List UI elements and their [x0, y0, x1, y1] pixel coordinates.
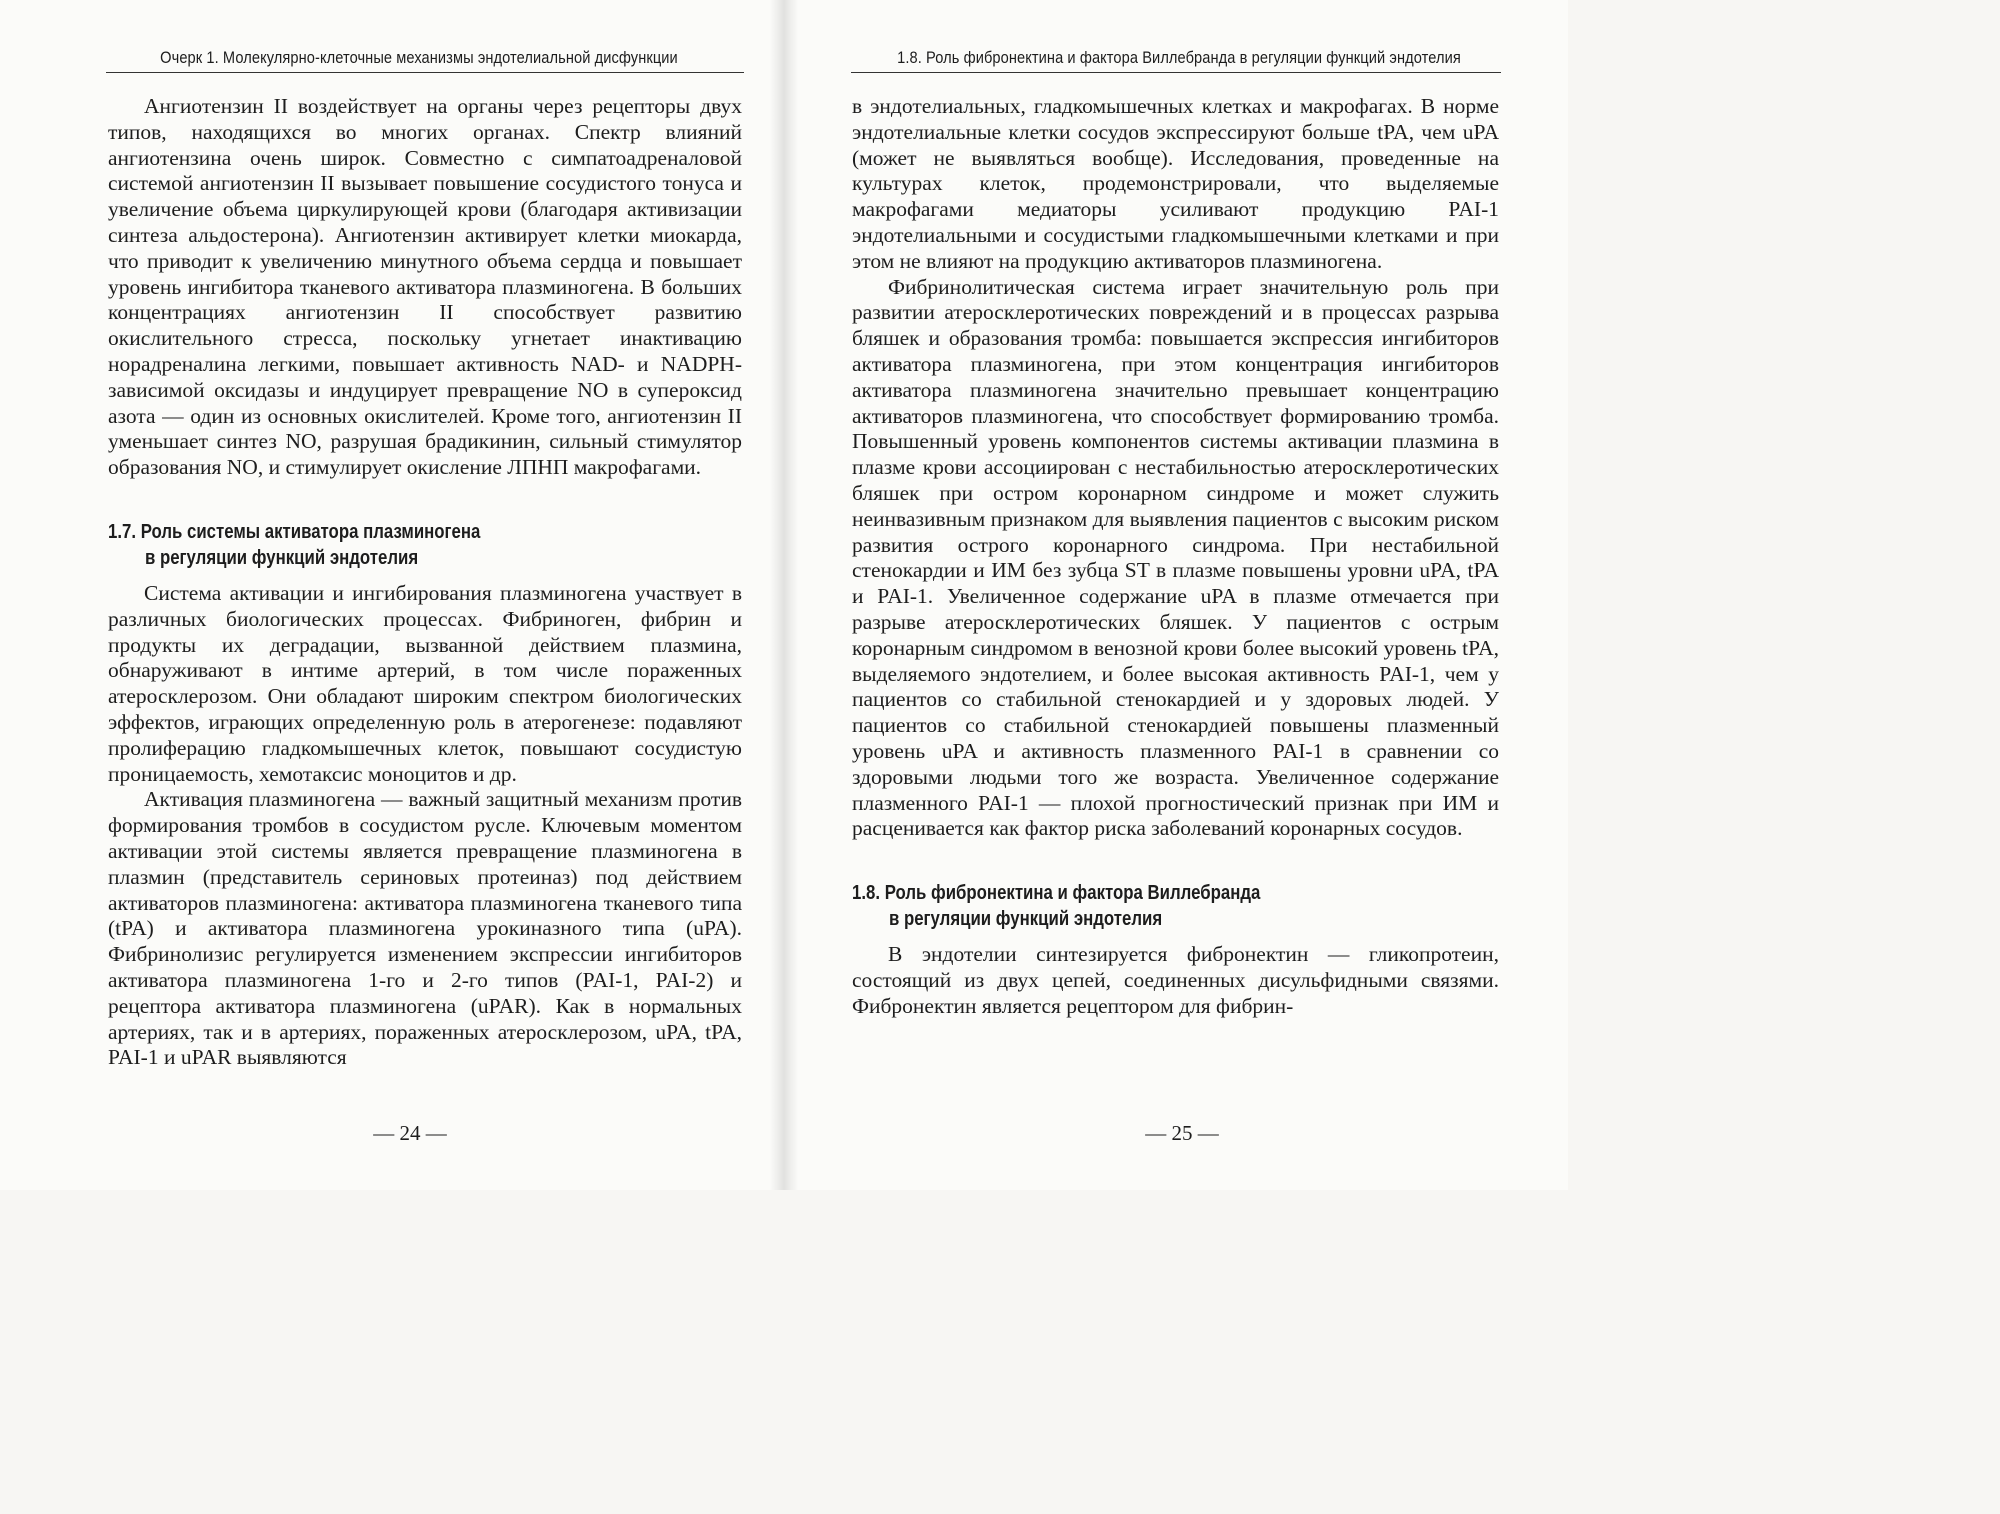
header-rule: [851, 72, 1501, 73]
section-heading-line2: в регуляции функций эндотелия: [144, 546, 419, 569]
left-page: [0, 0, 784, 1190]
page-number: — 24 —: [373, 1121, 447, 1145]
paragraph: Система активации и ингибирования плазминогена участвует в различных биологических процессах. Фибриноген, фибрин и продукты их деградации, вызванной действием плазмина, обнаруживают в интиме артерий, в том числе пораженных атеросклерозом. Они обладают широким спектром биологических эффектов, играющих определенную роль в атерогенезе: подавляют пролиферацию гладкомышечных клеток, повышают сосудистую проницаемость, хемотаксис моноцитов и др.: [108, 580, 742, 786]
section-heading-line1: 1.8. Роль фибронектина и фактора Виллебранда: [852, 882, 1261, 905]
section-heading-line2: в регуляции функций эндотелия: [888, 908, 1163, 931]
book-gutter: [770, 0, 798, 1190]
paragraph: Ангиотензин II воздействует на органы через рецепторы двух типов, находящихся во многих органах. Спектр влияний ангиотензина очень широк. Совместно с симпатоадреналовой системой ангиотензин II вызывает повышение сосудистого тонуса и увеличение объема циркулирующей крови (благодаря активизации синтеза альдостерона). Ангиотензин активирует клетки миокарда, что приводит к увеличению минутного объема сердца и повышает уровень ингибитора тканевого активатора плазминогена. В больших концентрациях ангиотензин II способствует развитию окислительного стресса, поскольку угнетает инактивацию норадреналина легкими, повышает активность NAD- и NADPH-зависимой оксидазы и индуцирует превращение NO в супероксид азота — один из основных окислителей. Кроме того, ангиотензин II уменьшает синтез NO, разрушая брадикинин, сильный стимулятор образования NO, и стимулирует окисление ЛПНП макрофагами.: [108, 94, 742, 480]
running-head: Очерк 1. Молекулярно-клеточные механизмы эндотелиальной дисфункции: [160, 48, 678, 67]
section-heading: [852, 880, 1395, 932]
running-head: 1.8. Роль фибронектина и фактора Виллебранда в регуляции функций эндотелия: [897, 48, 1461, 67]
right-page: [784, 0, 1568, 1190]
paragraph: Фибринолитическая система играет значительную роль при развитии атеросклеротических повреждений и в процессах разрыва бляшек и образования тромба: повышается экспрессия ингибиторов активатора плазминогена, при этом концентрация ингибиторов активатора плазминогена значительно превышает концентрацию активаторов плазминогена, что способствует формированию тромба. Повышенный уровень компонентов системы активации плазмина в плазме крови ассоциирован с нестабильностью атеросклеротических бляшек при остром коронарном синдроме и может служить неинвазивным признаком для выявления пациентов с высоким риском развития острого коронарного синдрома. При нестабильной стенокардии и ИМ без зубца ST в плазме повышены уровни uPA, tPA и PAI-1. Увеличенное содержание uPA в плазме отмечается при разрыве атеросклеротических бляшек. У пациентов с острым коронарным синдромом в венозной крови более высокий уровень tPA, выделяемого эндотелием, и более высокая активность PAI-1, чем у пациентов со стабильной стенокардией и у здоровых людей. У пациентов со стабильной стенокардией повышены плазменный уровень uPA и активность плазменного PAI-1 в сравнении со здоровыми людьми того же возраста. Увеличенное содержание плазменного PAI-1 — плохой прогностический признак при ИМ и расценивается как фактор риска заболеваний коронарных сосудов.: [852, 274, 1499, 841]
section-heading: [108, 519, 641, 571]
paragraph: Активация плазминогена — важный защитный механизм против формирования тромбов в сосудистом русле. Ключевым моментом активации этой системы является превращение плазминогена в плазмин (представитель сериновых протеиназ) под действием активаторов плазминогена: активатора плазминогена тканевого типа (tPA) и активатора плазминогена урокиназного типа (uPA). Фибринолизис регулируется изменением экспрессии ингибиторов активатора плазминогена 1-го и 2-го типов (PAI-1, PAI-2) и рецептора активатора плазминогена (uPAR). Как в нормальных артериях, так и в артериях, пораженных атеросклерозом, uPA, tPA, PAI-1 и uPAR выявляются: [108, 787, 742, 1070]
section-heading-line1: 1.7. Роль системы активатора плазминогена: [108, 520, 481, 543]
body-text: [108, 94, 742, 1071]
header-rule: [106, 72, 744, 73]
page-number: — 25 —: [1145, 1121, 1219, 1145]
paragraph: В эндотелии синтезируется фибронектин — гликопротеин, состоящий из двух цепей, соединенных дисульфидными связями. Фибронектин является рецептором для фибрин-: [852, 942, 1499, 1018]
paragraph: в эндотелиальных, гладкомышечных клетках и макрофагах. В норме эндотелиальные клетки сосудов экспрессируют больше tPA, чем uPA (может не выявляться вообще). Исследования, проведенные на культурах клеток, продемонстрировали, что выделяемые макрофагами медиаторы усиливают продукцию PAI-1 эндотелиальными и сосудистыми гладкомышечными клетками и при этом не влияют на продукцию активаторов плазминогена.: [852, 94, 1499, 273]
body-text: [852, 94, 1499, 1020]
